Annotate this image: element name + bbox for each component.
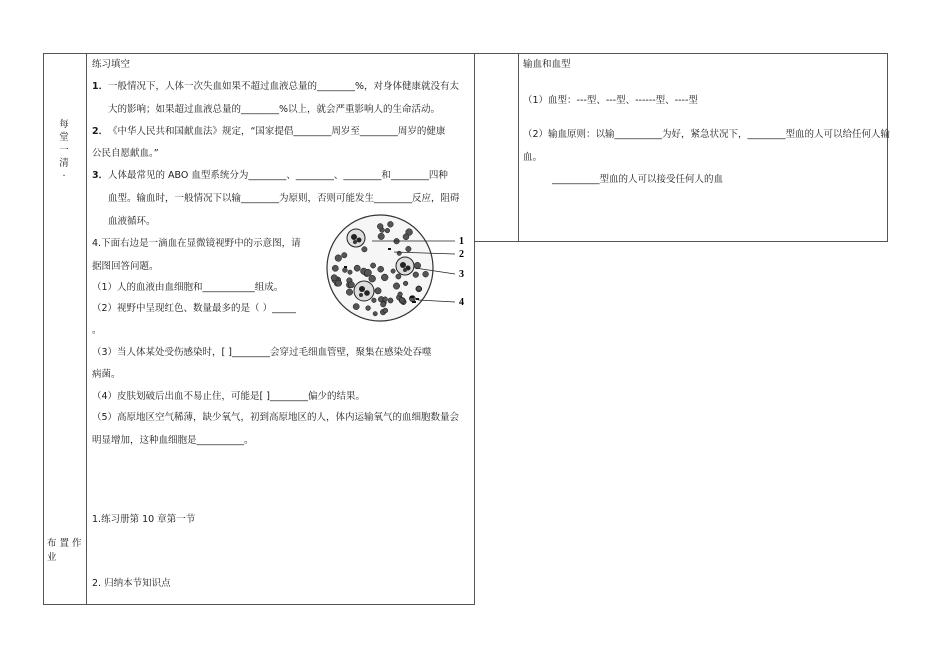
red-blood-cell (335, 255, 342, 262)
q1-line1: 一般情况下，人体一次失血如果不超过血液总量的________%，对身体健康就没有太 (108, 81, 460, 92)
universal-recipient-line: __________型血的人可以接受任何人的血 (552, 174, 724, 185)
red-blood-cell (381, 302, 386, 307)
red-blood-cell (365, 269, 372, 276)
red-blood-cell (398, 292, 403, 297)
blood-microscope-figure (322, 208, 472, 328)
practice-heading: 练习填空 (92, 59, 131, 70)
q4-line2: 据图回答问题。 (92, 261, 159, 272)
q4-sub3-line1: （3）当人体某处受伤感染时，[ ]________会穿过毛细血管壁，聚集在感染处吞噬 (92, 347, 432, 358)
left-table-bottom-border (43, 604, 475, 605)
right-table-right-border (887, 53, 888, 242)
red-blood-cell (375, 288, 381, 294)
red-blood-cell (413, 272, 419, 278)
red-blood-cell (373, 312, 377, 316)
red-blood-cell (366, 306, 371, 311)
red-blood-cell (342, 253, 347, 258)
red-blood-cell (369, 275, 376, 282)
q2-line1: 《中华人民共和国献血法》规定，“国家提倡________周岁至________周岁的健康 (108, 126, 446, 137)
red-blood-cell (393, 283, 399, 289)
red-blood-cell (388, 298, 393, 303)
right-table-inner-divider (518, 53, 519, 242)
side-char: 一 (59, 145, 69, 156)
right-table-bottom-border (474, 241, 888, 242)
q4-sub5-line1: （5）高原地区空气稀薄，缺少氧气，初到高原地区的人，体内运输氧气的血细胞数量会 (92, 412, 460, 423)
q2-line2: 公民自愿献血。” (92, 148, 159, 159)
red-blood-cell (377, 224, 383, 230)
red-blood-cell (371, 263, 376, 268)
transfusion-heading: 输血和血型 (523, 59, 571, 70)
figure-label-3: 3 (459, 269, 464, 280)
side-label-homework: 布 置 作 (47, 538, 82, 549)
red-blood-cell (391, 269, 395, 273)
red-blood-cell (406, 246, 411, 251)
q4-sub2: （2）视野中呈现红色、数量最多的是（ ）_____ (92, 303, 296, 314)
red-blood-cell (378, 233, 384, 239)
left-table-top-border (43, 53, 475, 54)
q3-line2: 血型。输血时，一般情况下以输________为原则，否则可能发生________反应，阻碍 (108, 193, 460, 204)
q4-sub1: （1）人的血液由血细胞和___________组成。 (92, 282, 284, 293)
red-blood-cell (381, 274, 388, 281)
red-blood-cell (353, 304, 359, 310)
q3-line3: 血液循环。 (108, 216, 156, 227)
red-blood-cell (385, 228, 390, 233)
red-blood-cell (403, 234, 409, 240)
side-char: 每 (59, 119, 69, 130)
side-label-daily-practice (44, 118, 84, 178)
side-char: 堂 (59, 132, 69, 143)
red-blood-cell (346, 289, 352, 295)
transfusion-principle-line1: （2）输血原则：以输__________为好，紧急状况下，________型血的人可以给任何人输 (523, 129, 891, 140)
figure-label-1: 1 (459, 236, 464, 247)
q4-sub3-line2: 病菌。 (92, 369, 121, 380)
left-table-right-border (474, 53, 475, 605)
red-blood-cell (332, 265, 338, 271)
q4-sub2-end: 。 (92, 325, 102, 336)
red-blood-cell (417, 286, 422, 291)
leader-line-4 (418, 300, 455, 302)
red-blood-cell (348, 282, 354, 288)
transfusion-principle-line2: 血。 (523, 152, 543, 163)
red-blood-cell (383, 297, 388, 302)
red-blood-cell (362, 247, 367, 252)
red-blood-cell (383, 308, 388, 313)
red-blood-cell (400, 298, 405, 303)
q4-sub4: （4）皮肤划破后出血不易止住，可能是[ ]________偏少的结果。 (92, 391, 365, 402)
white-blood-cell (347, 229, 365, 247)
side-dot: . (62, 168, 66, 179)
q4-line1: 4.下面右边是一滴血在显微镜视野中的示意图，请 (92, 238, 301, 249)
red-blood-cell (396, 274, 401, 279)
figure-label-2: 2 (459, 249, 464, 260)
red-blood-cell (378, 266, 384, 272)
homework-item-1: 1.练习册第 10 章第一节 (92, 514, 196, 525)
red-blood-cell (423, 271, 429, 277)
red-blood-cell (354, 265, 360, 271)
q2-number: 2． (92, 126, 109, 137)
white-blood-cell (396, 257, 414, 275)
side-char: 清 (59, 158, 69, 169)
q4-sub5-line2: 明显增加，这种血细胞是__________。 (92, 435, 254, 446)
q3-number: 3． (92, 170, 109, 181)
blood-types-line: （1）血型：---型、---型、------型、----型 (523, 95, 698, 106)
red-blood-cell (403, 281, 408, 286)
q3-line1: 人体最常见的 ABO 血型系统分为________、________、________和________四种 (108, 170, 448, 181)
side-label-homework-2: 业 (47, 552, 57, 563)
q1-line2: 大的影响；如果超过血液总量的________%以上，就会严重影响人的生命活动。 (108, 104, 441, 115)
red-blood-cell (343, 268, 348, 273)
homework-item-2: 2. 归纳本节知识点 (92, 578, 171, 589)
red-blood-cell (388, 221, 394, 227)
red-blood-cell (372, 298, 377, 303)
left-table-col-divider (86, 53, 87, 605)
red-blood-cell (331, 275, 337, 281)
white-blood-cell (354, 281, 374, 301)
red-blood-cell (348, 270, 352, 274)
right-table-top-border (474, 53, 888, 54)
q1-number: 1． (92, 81, 109, 92)
figure-label-4: 4 (459, 297, 464, 308)
red-blood-cell (336, 280, 342, 286)
